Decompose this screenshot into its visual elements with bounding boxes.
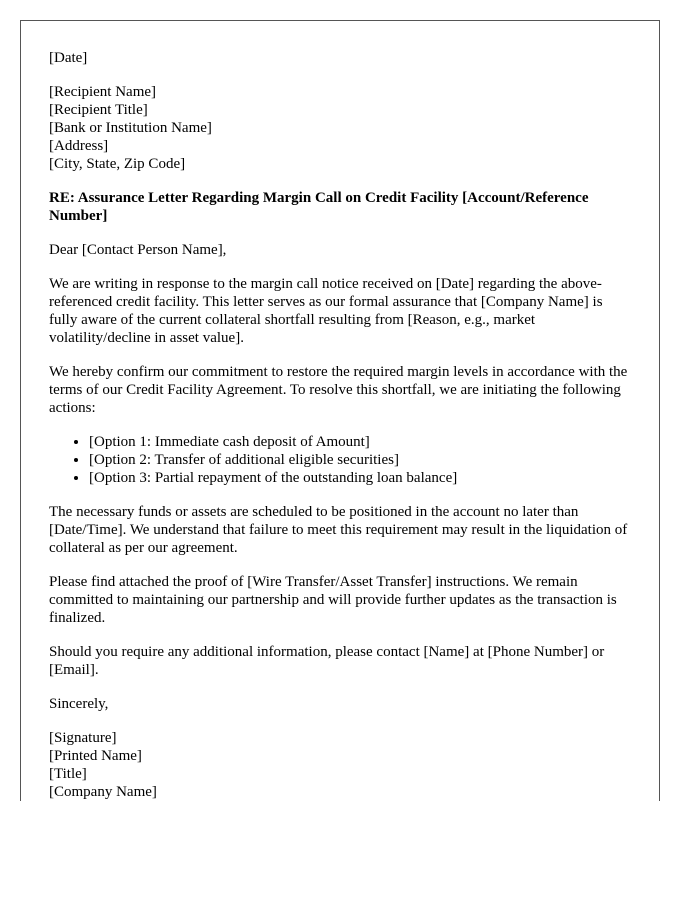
recipient-block — [49, 83, 631, 173]
signer-title: [Title] — [49, 766, 87, 782]
option-item-1: • [Option 1: Immediate cash deposit of Amount] — [89, 433, 631, 451]
recipient-address: [Address] — [49, 138, 109, 154]
signer-company: [Company Name] — [49, 784, 157, 800]
signature-block — [49, 729, 631, 801]
signature-line: [Signature] — [49, 730, 117, 746]
recipient-city-state-zip: [City, State, Zip Code] — [49, 156, 186, 172]
subject-line: RE: Assurance Letter Regarding Margin Call on Credit Facility [Account/Reference Number] — [49, 190, 589, 224]
letter-page — [20, 20, 660, 801]
option-item-3: • [Option 3: Partial repayment of the outstanding loan balance] — [89, 469, 631, 487]
recipient-title: [Recipient Title] — [49, 102, 148, 118]
recipient-name: [Recipient Name] — [49, 84, 157, 100]
body-paragraph-2: We hereby confirm our commitment to restore the required margin levels in accordance with the terms of our Credit Facility Agreement. To resolve this shortfall, we are initiating the following actions: — [49, 364, 628, 416]
body-paragraph-3: The necessary funds or assets are scheduled to be positioned in the account no later than [Date/Time]. We understand that failure to meet this requirement may result in the liquidation of collateral as per our agreement. — [49, 504, 628, 556]
letter-date: [Date] — [49, 50, 88, 66]
salutation: Dear [Contact Person Name], — [49, 242, 227, 258]
body-paragraph-4: Please find attached the proof of [Wire Transfer/Asset Transfer] instructions. We remain committed to maintaining our partnership and will provide further updates as the transaction is finalized. — [49, 574, 617, 626]
option-item-2: • [Option 2: Transfer of additional eligible securities] — [89, 451, 631, 469]
options-list — [49, 433, 631, 487]
body-paragraph-1: We are writing in response to the margin call notice received on [Date] regarding the above-referenced credit facility. This letter serves as our formal assurance that [Company Name] is fully aware of the current collateral shortfall resulting from [Reason, e.g., market volatility/decline in asset value]. — [49, 276, 603, 346]
body-paragraph-5: Should you require any additional information, please contact [Name] at [Phone Number] or [Email]. — [49, 644, 605, 678]
printed-name: [Printed Name] — [49, 748, 142, 764]
recipient-institution: [Bank or Institution Name] — [49, 120, 212, 136]
closing: Sincerely, — [49, 696, 109, 712]
